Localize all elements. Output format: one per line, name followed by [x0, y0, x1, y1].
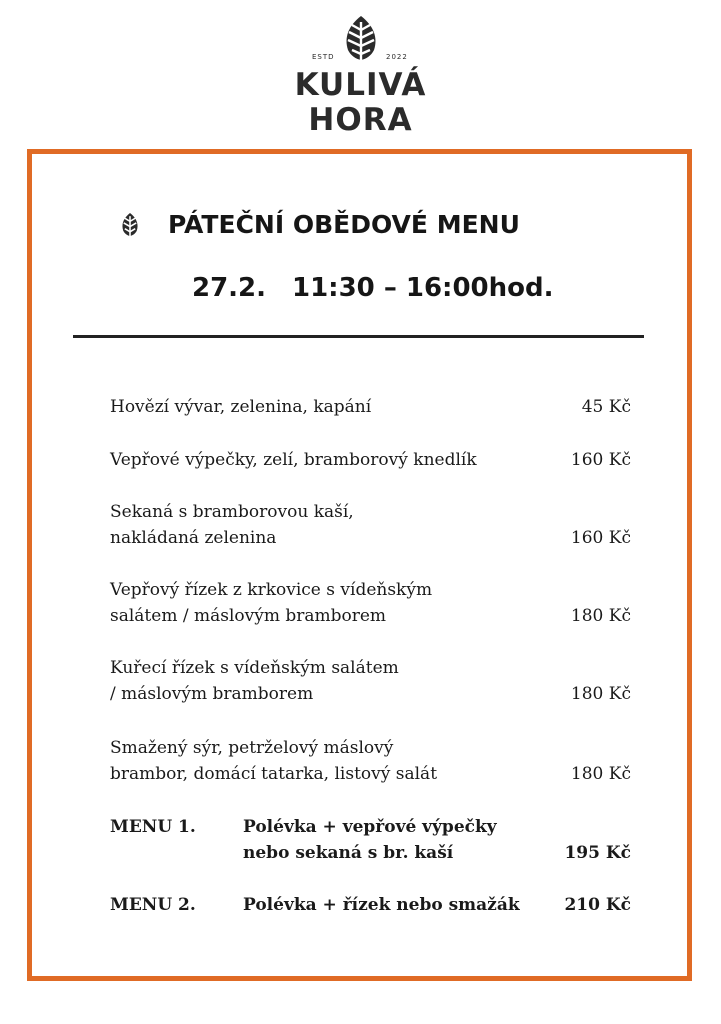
menu-title: PÁTEČNÍ OBĚDOVÉ MENU: [168, 210, 520, 239]
menu-item-5-price: 180 Kč: [570, 684, 631, 704]
menu-date: 27.2.: [192, 273, 267, 303]
combo-2-line-1: Polévka + řízek nebo smažák: [243, 895, 520, 915]
menu-item-4-line-1: Vepřový řízek z krkovice s vídeňským: [110, 580, 433, 600]
combo-1-line-1: Polévka + vepřové výpečky: [243, 817, 497, 837]
combo-2-price: 210 Kč: [564, 895, 631, 915]
leaf-icon: [340, 14, 382, 62]
menu-time: 11:30 – 16:00hod.: [292, 273, 554, 303]
menu-item-1-price: 45 Kč: [581, 397, 631, 417]
combo-1-label: MENU 1.: [110, 817, 196, 837]
menu-item-2-line-1: Vepřové výpečky, zelí, bramborový knedlík: [110, 450, 477, 470]
menu-item-1-line-1: Hovězí vývar, zelenina, kapání: [110, 397, 372, 417]
menu-item-4-price: 180 Kč: [570, 606, 631, 626]
menu-item-6-line-1: Smažený sýr, petrželový máslový: [110, 738, 394, 758]
menu-item-6-line-2: brambor, domácí tatarka, listový salát: [110, 764, 438, 784]
menu-item-5-line-2: / máslovým bramborem: [110, 684, 314, 704]
menu-item-6-price: 180 Kč: [570, 764, 631, 784]
menu-item-2-price: 160 Kč: [570, 450, 631, 470]
menu-item-3-line-1: Sekaná s bramborovou kaší,: [110, 502, 354, 522]
divider: [73, 335, 644, 338]
brand-name-line1: KULIVÁ: [294, 67, 427, 103]
combo-1-line-2: nebo sekaná s br. kaší: [243, 843, 454, 863]
estd-label: ESTD: [312, 53, 335, 61]
combo-2-label: MENU 2.: [110, 895, 196, 915]
menu-item-3-price: 160 Kč: [570, 528, 631, 548]
combo-1-price: 195 Kč: [564, 843, 631, 863]
menu-item-3-line-2: nakládaná zelenina: [110, 528, 277, 548]
menu-item-4-line-2: salátem / máslovým bramborem: [110, 606, 387, 626]
brand-name-line2: HORA: [308, 102, 413, 138]
estd-year: 2022: [386, 53, 408, 61]
leaf-icon: [119, 212, 141, 237]
menu-item-5-line-1: Kuřecí řízek s vídeňským salátem: [110, 658, 399, 678]
brand-logo: [0, 0, 721, 140]
